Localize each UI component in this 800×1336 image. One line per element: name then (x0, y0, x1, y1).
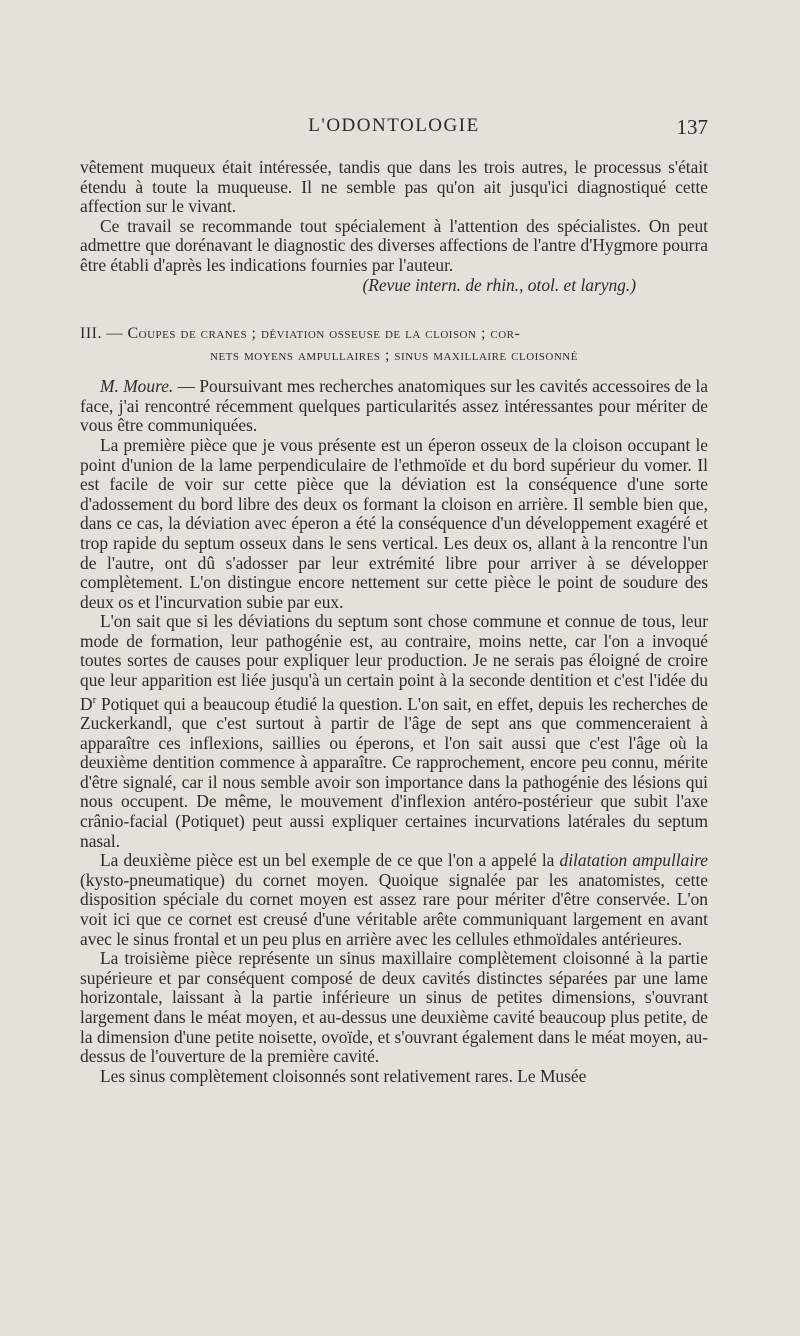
paragraph-first-specimen: La première pièce que je vous présente est un éperon osseux de la cloison occupant le point d'union de la lame perpendiculaire de l'ethmoïde et du bord supérieur du vomer. Il est facile de voir sur cette pièce que la déviation est la conséquence d'une sorte d'adossement du bord libre des deux os formant la cloison en arrière. Il semble bien que, dans ce cas, la déviation avec éperon a été la conséquence d'un développement exagéré et trop rapide du septum osseux dans le sens vertical. Les deux os, allant à la rencontre l'un de l'autre, ont dû s'adosser par leur extrémité libre pour arriver à se développer complètement. L'on distingue encore nettement sur cette pièce le point de soudure des deux os et l'incurvation subie par eux. (80, 434, 708, 612)
citation: (Revue intern. de rhin., otol. et laryng.) (362, 274, 636, 295)
paragraph-intro-text: — Poursuivant mes recherches anatomiques sur les cavités accessoires de la face, j'ai rencontré récemment quelques particularités assez intéressantes pour mériter de vous être communiquées. (80, 376, 708, 436)
paragraph-septum-text-1: L'on sait que si les déviations du septum sont chose commune et connue de tous, leur mode de formation, leur pathogénie est, au contraire, moins nette, car l'on a invoqué toutes sortes de causes pour expliquer leur production. Je ne serais pas éloigné de croire que leur apparition est liée jusqu'à un certain point à la seconde dentition et c'est l'idée du D (80, 611, 708, 714)
paragraph-continuation: vêtement muqueux était intéressée, tandis que dans les trois autres, le processus s'était étendu à toute la muqueuse. Il ne semble pas qu'on ait jusqu'ici diagnostiqué cette affection sur le vivant. (80, 157, 708, 217)
body-text (80, 158, 708, 1086)
superscript-r: r (92, 693, 97, 706)
section-heading-line-1: III. — Coupes de cranes ; déviation osseuse de la cloison ; cor- (80, 325, 521, 343)
paragraph-intro (80, 377, 708, 436)
paragraph-second-text-1: La deuxième pièce est un bel exemple de ce que l'on a appelé la (100, 850, 560, 871)
page-number: 137 (676, 115, 708, 139)
speaker-name: M. Moure. (100, 376, 174, 397)
document-page (80, 0, 708, 1336)
section-heading-line-2: nets moyens ampullaires ; sinus maxillaire cloisonné (210, 347, 578, 365)
paragraph-closing: Les sinus complètement cloisonnés sont relativement rares. Le Musée (100, 1065, 587, 1086)
section-heading (80, 323, 708, 367)
paragraph-second-text-2: (kysto-pneumatique) du cornet moyen. Quoique signalée par les anatomistes, cette disposition spéciale du cornet moyen est assez rare pour mériter d'être conservée. L'on voit ici que ce cornet est creusé d'une véritable arête communiquant largement en avant avec le sinus frontal et un peu plus en arrière avec les cellules ethmoïdales antérieures. (80, 869, 708, 949)
paragraph-third-specimen: La troisième pièce représente un sinus maxillaire complètement cloisonné à la partie supérieure et par conséquent composé de deux cavités distinctes séparées par une lame horizontale, laissant à la partie inférieure un sinus de petites dimensions, s'ouvrant largement dans le méat moyen, et au-dessus une deuxième cavité beaucoup plus petite, de la dimension d'une petite noisette, ovoïde, et s'ouvrant également dans le méat moyen, au-dessus de l'ouverture de la première cavité. (80, 948, 708, 1067)
running-head (80, 115, 708, 145)
term-dilatation-ampullaire: dilatation ampullaire (559, 850, 708, 871)
paragraph-septum-deviation (80, 612, 708, 851)
paragraph-second-specimen (80, 851, 708, 949)
paragraph-recommendation: Ce travail se recommande tout spécialement à l'attention des spécialistes. On peut admettre que dorénavant le diagnostic des diverses affections de l'antre d'Hygmore pourra être établi d'après les indications fournies par l'auteur. (80, 215, 708, 275)
paragraph-septum-text-2: Potiquet qui a beaucoup étudié la question. L'on sait, en effet, depuis les recherches de Zuckerkandl, que c'est surtout à partir de l'âge de sept ans que commenceraient à apparaître ces inflexions, saillies ou éperons, et l'on sait aussi que c'est l'âge où la deuxième dentition commence à apparaître. Ce rapprochement, encore peu connu, mérite d'être signalé, car il nous semble avoir son importance dans la pathogénie des lésions qui nous occupent. De même, le mouvement d'inflexion antéro-postérieur que subit l'axe crânio-facial (Potiquet) peut aussi expliquer certaines incurvations latérales du septum nasal. (80, 693, 708, 851)
journal-title: L'ODONTOLOGIE (308, 115, 480, 136)
